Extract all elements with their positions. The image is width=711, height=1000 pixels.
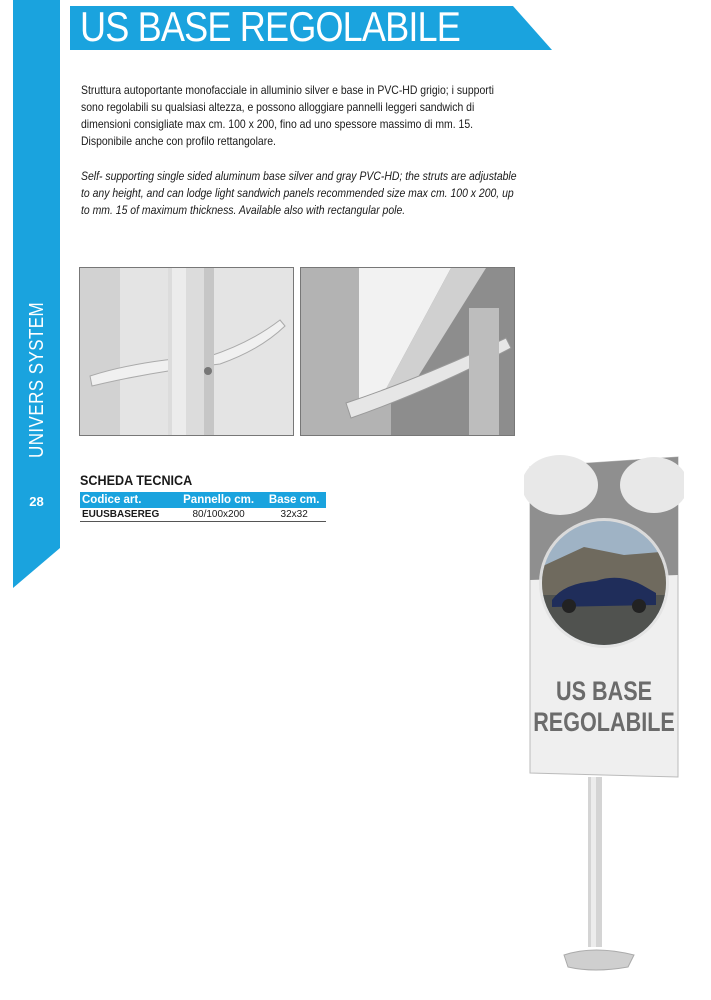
page-number: 28	[29, 494, 44, 509]
detail-photo-base-side	[300, 267, 515, 436]
spec-title: SCHEDA TECNICA	[80, 472, 193, 488]
table-row	[80, 508, 326, 522]
base-side-illustration	[301, 268, 514, 435]
spec-header-row	[80, 492, 326, 508]
spec-cell-code: EUUSBASEREG	[80, 508, 175, 522]
spec-cell-panel: 80/100x200	[175, 508, 262, 522]
description-english: Self- supporting single sided aluminum base silver and gray PVC-HD; the struts are adjustable to any height, and can lodge light sandwich panels recommended size max cm. 100 x 200, up to mm. 15 of maximum thickness. Available also with rectangular pole.	[81, 170, 517, 217]
page-title: US BASE REGOLABILE	[80, 3, 460, 50]
spec-header-code: Codice art.	[80, 492, 175, 508]
base-front-illustration	[80, 268, 293, 435]
product-display-illustration	[524, 455, 684, 975]
product-panel-line1: US BASE	[555, 676, 653, 706]
spec-cell-base: 32x32	[262, 508, 326, 522]
sidebar-section-text: UNIVERS SYSTEM	[26, 301, 48, 458]
description-italian: Struttura autoportante monofacciale in alluminio silver e base in PVC-HD grigio; i supporti sono regolabili su qualsiasi altezza, e possono alloggiare pannelli leggeri sandwich di dimensioni consigliate max cm. 100 x 200, fino ad uno spessore massimo di mm. 15. Disponibile anche con profilo rettangolare.	[81, 84, 494, 148]
spec-header-base: Base cm.	[262, 492, 326, 508]
spec-table	[80, 492, 326, 522]
detail-photo-base-front	[79, 267, 294, 436]
spec-header-panel: Pannello cm.	[175, 492, 262, 508]
product-panel-line2: REGOLABILE	[533, 707, 675, 737]
